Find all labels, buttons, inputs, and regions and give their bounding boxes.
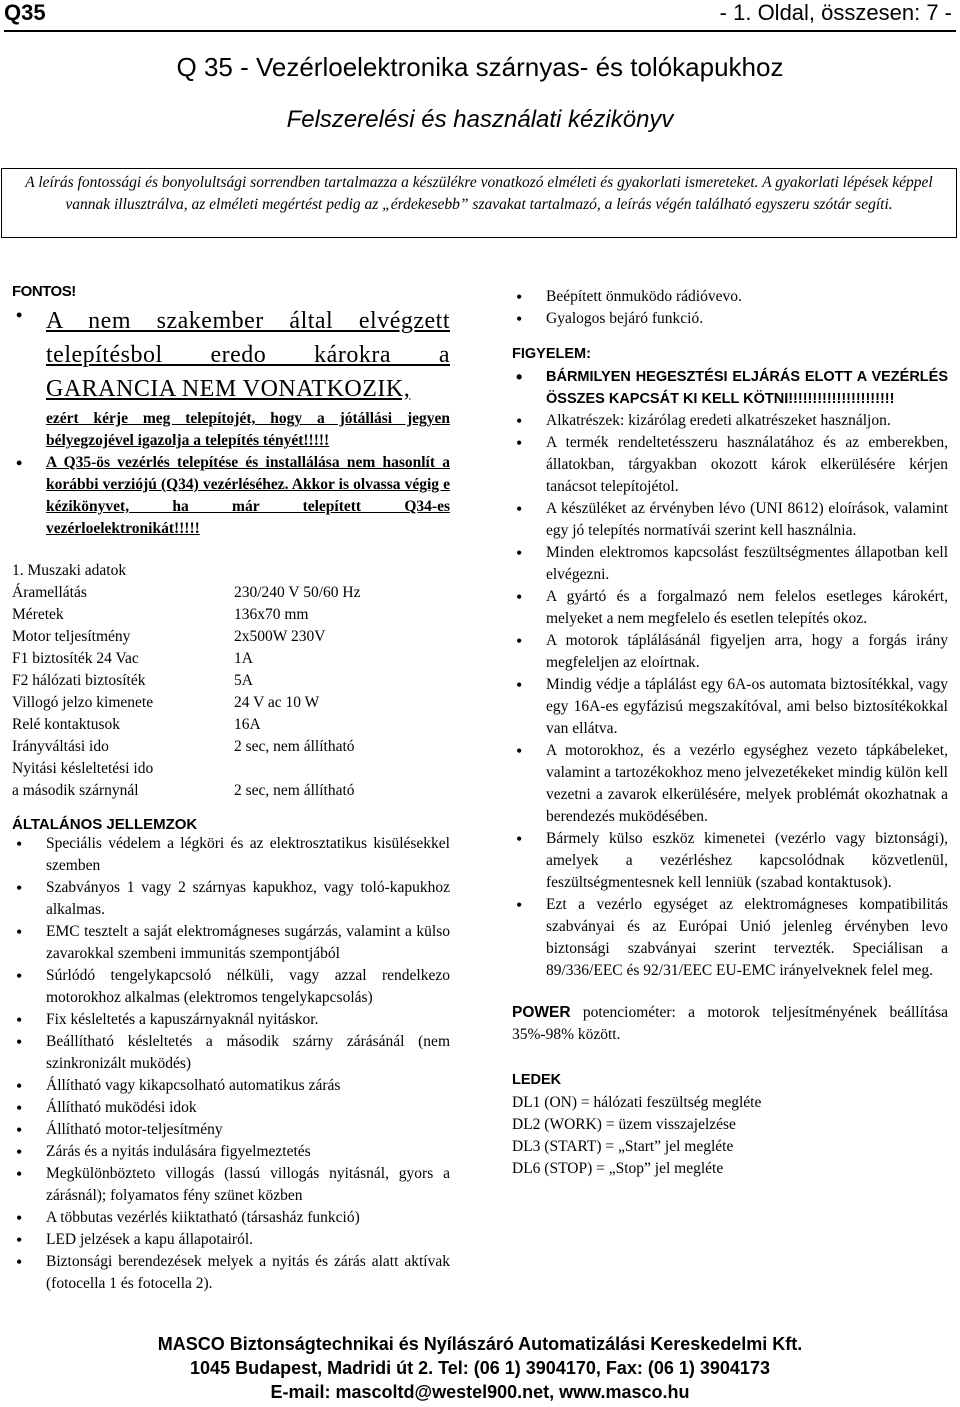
spec-value: 2x500W 230V xyxy=(234,628,326,645)
spec-row xyxy=(12,626,450,648)
left-column xyxy=(12,283,450,1295)
safety-item: • A készüléket az érvényben lévo (UNI 8612) eloírások, valamint egy jó telepítés normatívái szerint kell használnia. xyxy=(512,498,948,542)
general-item: • Súrlódó tengelykapcsoló nélküli, vagy azzal rendelkezo motorokhoz alkalmas (elektromos tengelykapcsolás) xyxy=(12,965,450,1009)
general-item: • Biztonsági berendezések melyek a nyitás és zárás alatt aktívak (fotocella 1 és fotocella 2). xyxy=(12,1251,450,1295)
warning-list xyxy=(12,304,450,540)
general-item: • Megkülönbözteto villogás (lassú villogás nyitásnál, gyors a zárásnál); folyamatos fény szünet közben xyxy=(12,1163,450,1207)
general-item: • Beállítható késleltetés a második szárny zárásánál (nem szinkronizált muködés) xyxy=(12,1031,450,1075)
led-list xyxy=(512,1092,948,1180)
safety-item: • A motorok táplálásánál figyeljen arra, hogy a forgás irány megfeleljen az eloírtnak. xyxy=(512,630,948,674)
general-item: • Speciális védelem a légköri és az elektrosztatikus kisülésekkel szemben xyxy=(12,833,450,877)
led-item: DL2 (WORK) = üzem visszajelzése xyxy=(512,1116,736,1133)
spec-label: Irányváltási ido xyxy=(12,738,109,755)
feature-item: • Beépített önmuködo rádióvevo. xyxy=(512,286,948,308)
general-item: • LED jelzések a kapu állapotairól. xyxy=(12,1229,450,1251)
spec-row xyxy=(12,736,450,758)
general-list xyxy=(12,833,450,1295)
figyelem-label: FIGYELEM: xyxy=(512,346,591,362)
doc-code: Q35 xyxy=(4,0,46,25)
page-info: - 1. Oldal, összesen: 7 - xyxy=(719,0,952,25)
spec-row xyxy=(12,714,450,736)
spec-label: Motor teljesítmény xyxy=(12,628,131,645)
header-divider xyxy=(4,30,956,32)
spec-row xyxy=(12,670,450,692)
spec-label: F2 hálózati biztosíték xyxy=(12,672,146,689)
spec-row xyxy=(12,692,450,714)
safety-item: • A gyártó és a forgalmazó nem felelos esetleges károkért, melyeket a nem megfelelo és esetlen telepítés okoz. xyxy=(512,586,948,630)
specs-section xyxy=(12,560,450,802)
warning-guarantee-small: ezért kérje meg telepítojét, hogy a jótállási jegyen bélyegzojével igazolja a telepítés tényét!!!!! xyxy=(46,410,450,449)
general-item: • EMC tesztelt a saját elektromágneses sugárzás, valamint a külso zavarokkal szembeni immunitás szempontjából xyxy=(12,921,450,965)
right-column xyxy=(512,286,948,1180)
spec-value: 136x70 mm xyxy=(234,606,309,623)
intro-text: A leírás fontossági és bonyolultsági sorrendben tartalmazza a készülékre vonatkozó elméleti és gyakorlati ismereteket. A gyakorlati lépések képpel vannak illusztrálva, az elméleti megértést pedig az „érdekesebb” szavakat tartalmazó, a leírás végén található egyszeru szótár segíti. xyxy=(25,174,933,213)
safety-item: • Mindig védje a táplálást egy 6A-os automata biztosítékkal, vagy egy 16A-es egyfázisú megszakítóval, ami belso biztosítékokkal van ellátva. xyxy=(512,674,948,740)
spec-label: Villogó jelzo kimenete xyxy=(12,694,154,711)
power-paragraph xyxy=(512,1002,948,1046)
spec-value: 1A xyxy=(234,650,253,667)
spec-value: 16A xyxy=(234,716,261,733)
general-item: • Állítható motor-teljesítmény xyxy=(12,1119,450,1141)
spec-row xyxy=(12,758,450,780)
safety-item: • Bármely külso eszköz kimenetei (vezérlo vagy biztonsági), amelyek a vezérléshez kapcsolódnak közvetlenül, feszültségmentesnek kell lenniük (szabad kontaktusok). xyxy=(512,828,948,894)
warning-guarantee-big: • A nem szakember által elvégzett telepítésbol eredo károkra a GARANCIA NEM VONATKOZIK, xyxy=(46,308,450,402)
spec-value: 2 sec, nem állítható xyxy=(234,738,355,755)
general-title: ÁLTALÁNOS JELLEMZOK xyxy=(12,816,198,833)
spec-value: 2 sec, nem állítható xyxy=(234,782,355,799)
warning-q34: • A Q35-ös vezérlés telepítése és installálása nem hasonlít a korábbi verziójú (Q34) vezérléséhez. Akkor is olvassa végig e kézikönyvet, ha már telepített Q34-es vezérloelektronikát!!!!! xyxy=(12,452,450,540)
general-item: • Zárás és a nyitás indulására figyelmeztetés xyxy=(12,1141,450,1163)
safety-item: • A motorokhoz, és a vezérlo egységhez vezeto tápkábeleket, valamint a tartozékokhoz meno jelvezetékeket mindig külön kell vezetni a zavarok elkerülésére, melyek problémát okozhatnak a berendezés muködésében. xyxy=(512,740,948,828)
page-title: Q 35 - Vezérloelektronika szárnyas- és tolókapukhoz xyxy=(176,52,784,82)
specs-title: 1. Muszaki adatok xyxy=(12,562,127,579)
spec-label: Áramellátás xyxy=(12,584,87,601)
safety-item: • Minden elektromos kapcsolást feszültségmentes állapotban kell elvégezni. xyxy=(512,542,948,586)
spec-row xyxy=(12,648,450,670)
specs-table xyxy=(12,582,450,802)
led-item: DL6 (STOP) = „Stop” jel megléte xyxy=(512,1160,724,1177)
page-header xyxy=(0,0,960,30)
general-item: • A többutas vezérlés kiiktatható (társasház funkció) xyxy=(12,1207,450,1229)
spec-label: Relé kontaktusok xyxy=(12,716,121,733)
intro-box xyxy=(1,168,957,238)
power-label: POWER xyxy=(512,1004,571,1021)
spec-row xyxy=(12,780,450,802)
safety-item: • Ezt a vezérlo egységet az elektromágneses kompatibilitás szabványai és az Európai Unió jelenleg érvényben levo biztonsági szabványai szerint tervezték. Speciálisan a 89/336/EEC és 92/31/EEC EU-EMC irányelveknek felel meg. xyxy=(512,894,948,982)
spec-row xyxy=(12,604,450,626)
page-subtitle: Felszerelési és használati kézikönyv xyxy=(286,106,674,133)
spec-value: 24 V ac 10 W xyxy=(234,694,320,711)
fontos-label: FONTOS! xyxy=(12,283,76,300)
spec-value: 5A xyxy=(234,672,253,689)
spec-value: 230/240 V 50/60 Hz xyxy=(234,584,361,601)
footer-contact: E-mail: mascoltd@westel900.net, www.masco.hu xyxy=(270,1382,690,1402)
power-text: potenciométer: a motorok teljesítményének beállítása 35%-98% között. xyxy=(512,1004,948,1043)
led-item: DL1 (ON) = hálózati feszültség megléte xyxy=(512,1094,762,1111)
feature-list-cont xyxy=(512,286,948,330)
ledek-label: LEDEK xyxy=(512,1072,562,1088)
safety-item: • Alkatrészek: kizárólag eredeti alkatrészeket használjon. xyxy=(512,410,948,432)
spec-label: Nyitási késleltetési ido xyxy=(12,760,154,777)
spec-label: a második szárnynál xyxy=(12,782,139,799)
warning-guarantee xyxy=(12,304,450,452)
footer-company: MASCO Biztonságtechnikai és Nyílászáró Automatizálási Kereskedelmi Kft. xyxy=(157,1334,803,1354)
general-item: • Szabványos 1 vagy 2 szárnyas kapukhoz, vagy toló-kapukhoz alkalmas. xyxy=(12,877,450,921)
general-item: • Fix késleltetés a kapuszárnyaknál nyitáskor. xyxy=(12,1009,450,1031)
safety-item: • A termék rendeltetésszeru használatához és az emberekben, állatokban, tárgyakban okozott károk elkerülésére kérjen tanácsot telepítojétol. xyxy=(512,432,948,498)
welding-warning: • BÁRMILYEN HEGESZTÉSI ELJÁRÁS ELOTT A VEZÉRLÉS ÖSSZES KAPCSÁT KI KELL KÖTNI!!!!!!!!!!!!!!!!!!!!!! xyxy=(512,366,948,410)
footer-address: 1045 Budapest, Madridi út 2. Tel: (06 1) 3904170, Fax: (06 1) 3904173 xyxy=(190,1358,770,1378)
spec-label: F1 biztosíték 24 Vac xyxy=(12,650,139,667)
spec-label: Méretek xyxy=(12,606,64,623)
general-item: • Állítható vagy kikapcsolható automatikus zárás xyxy=(12,1075,450,1097)
general-item: • Állítható muködési idok xyxy=(12,1097,450,1119)
feature-item: • Gyalogos bejáró funkció. xyxy=(512,308,948,330)
spec-row xyxy=(12,582,450,604)
safety-list xyxy=(512,410,948,982)
figyelem-list xyxy=(512,366,948,410)
led-item: DL3 (START) = „Start” jel megléte xyxy=(512,1138,734,1155)
